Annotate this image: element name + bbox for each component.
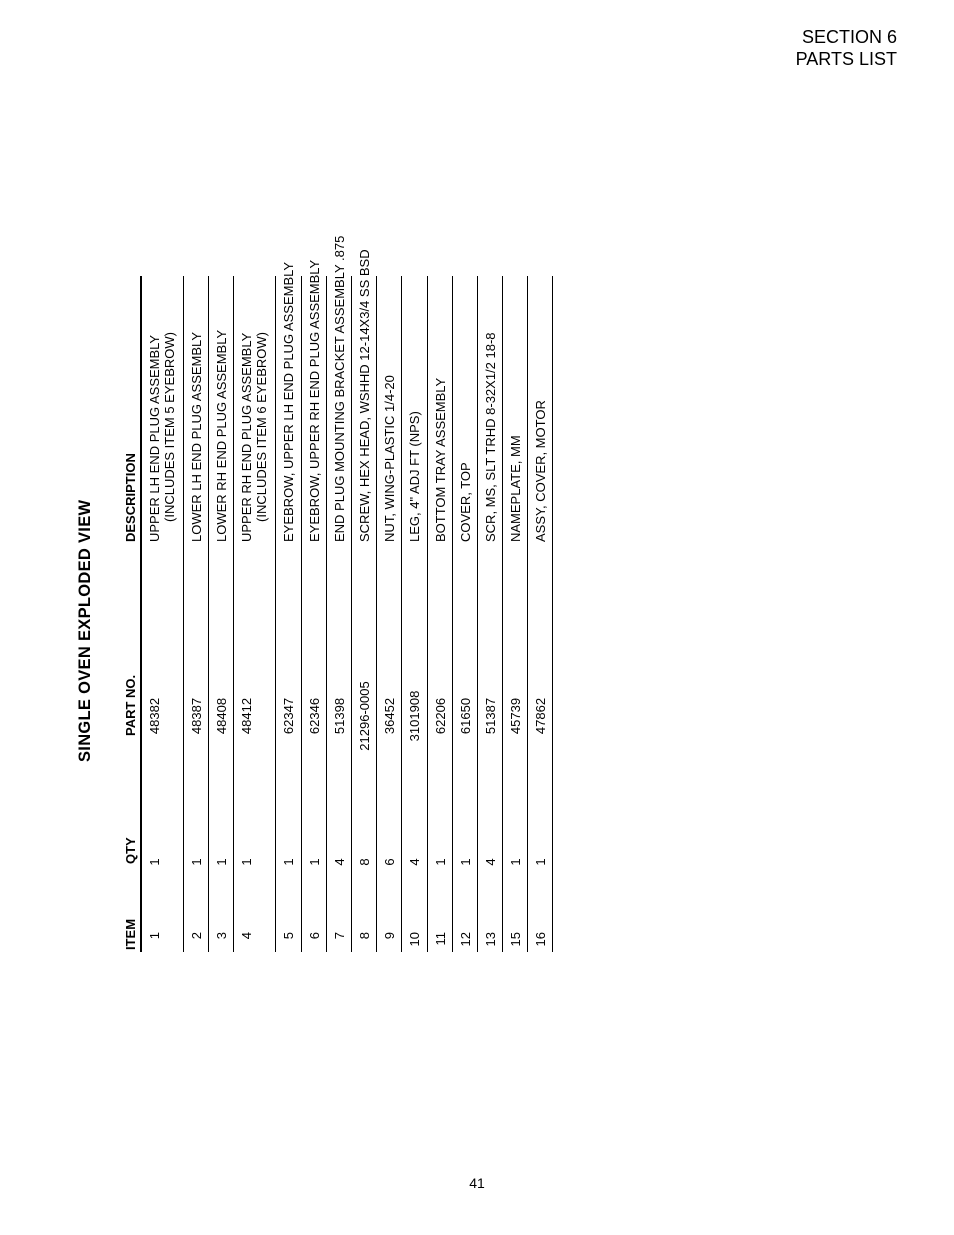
cell-description: UPPER LH END PLUG ASSEMBLY xyxy=(147,334,162,542)
cell-part-no: 3101908 xyxy=(407,690,423,742)
table-body xyxy=(142,235,553,952)
cell-item: 16 xyxy=(533,932,549,947)
page-number: 41 xyxy=(469,1175,485,1191)
cell-item: 15 xyxy=(508,932,524,947)
section-title: PARTS LIST xyxy=(795,49,897,69)
cell-item: 1 xyxy=(147,932,162,940)
table-row xyxy=(428,276,453,952)
table-row xyxy=(276,261,301,952)
section-number: SECTION 6 xyxy=(801,27,897,47)
cell-description: SCREW, HEX HEAD, WSHHD 12-14X3/4 SS BSD xyxy=(356,249,372,542)
cell-description: NUT, WING-PLASTIC 1/4-20 xyxy=(382,375,398,542)
table-row xyxy=(352,249,377,952)
cell-qty: 1 xyxy=(432,858,448,866)
cell-qty: 1 xyxy=(533,858,549,866)
cell-qty: 1 xyxy=(189,858,204,866)
cell-part-no: 48408 xyxy=(214,697,230,735)
cell-part-no: 21296-0005 xyxy=(356,681,372,751)
cell-part-no: 62206 xyxy=(432,697,448,735)
cell-description: END PLUG MOUNTING BRACKET ASSEMBLY .875 xyxy=(331,235,347,542)
cell-item: 9 xyxy=(382,932,398,940)
table-row xyxy=(402,276,427,952)
table-header xyxy=(122,272,140,952)
cell-description-note: (INCLUDES ITEM 6 EYEBROW) xyxy=(254,332,270,522)
cell-description-note: (INCLUDES ITEM 5 EYEBROW) xyxy=(162,332,177,522)
cell-qty: 1 xyxy=(214,858,230,866)
document-title: SINGLE OVEN EXPLODED VIEW xyxy=(76,499,94,762)
cell-qty: 1 xyxy=(457,858,473,866)
cell-qty: 4 xyxy=(407,858,423,866)
table-row xyxy=(327,235,352,952)
cell-item: 13 xyxy=(482,932,498,947)
table-row xyxy=(234,276,276,952)
cell-description: NAMEPLATE, MM xyxy=(508,435,524,542)
cell-description: LOWER LH END PLUG ASSEMBLY xyxy=(189,332,204,542)
column-header-part-no: PART NO. xyxy=(123,674,138,736)
cell-qty: 1 xyxy=(306,858,322,866)
cell-qty: 4 xyxy=(482,858,498,866)
section-header xyxy=(796,26,897,70)
parts-table-rotated xyxy=(70,235,552,952)
table-row xyxy=(478,276,503,952)
cell-part-no: 51387 xyxy=(482,697,498,735)
table-row xyxy=(503,276,528,952)
cell-part-no: 47862 xyxy=(533,697,549,735)
cell-item: 3 xyxy=(214,932,230,940)
table-row xyxy=(377,276,402,952)
cell-part-no: 62346 xyxy=(306,697,322,735)
cell-item: 8 xyxy=(356,932,372,940)
cell-part-no: 48382 xyxy=(147,697,162,735)
cell-item: 10 xyxy=(407,932,423,947)
cell-part-no: 51398 xyxy=(331,697,347,735)
cell-qty: 1 xyxy=(239,858,255,866)
column-header-item: ITEM xyxy=(123,918,138,950)
table-row xyxy=(453,276,478,952)
cell-description: LOWER RH END PLUG ASSEMBLY xyxy=(214,329,230,542)
cell-item: 5 xyxy=(281,932,297,940)
cell-part-no: 62347 xyxy=(281,697,297,735)
table-row xyxy=(528,276,553,952)
cell-description: ASSY, COVER, MOTOR xyxy=(533,400,549,542)
cell-part-no: 61650 xyxy=(457,697,473,735)
cell-description: LEG, 4" ADJ FT (NPS) xyxy=(407,411,423,542)
cell-qty: 1 xyxy=(281,858,297,866)
table-row xyxy=(184,276,209,952)
cell-description: SCR, MS, SLT TRHD 8-32X1/2 18-8 xyxy=(482,332,498,542)
column-header-description: DESCRIPTION xyxy=(123,453,138,542)
table-row xyxy=(302,259,327,952)
cell-item: 12 xyxy=(457,932,473,947)
table-row xyxy=(142,276,184,952)
cell-qty: 8 xyxy=(356,858,372,866)
cell-item: 2 xyxy=(189,932,204,940)
cell-description: BOTTOM TRAY ASSEMBLY xyxy=(432,377,448,542)
cell-item: 6 xyxy=(306,932,322,940)
cell-description: EYEBROW, UPPER RH END PLUG ASSEMBLY xyxy=(306,259,322,542)
cell-qty: 1 xyxy=(508,858,524,866)
cell-description: UPPER RH END PLUG ASSEMBLY xyxy=(239,332,255,542)
cell-qty: 6 xyxy=(382,858,398,866)
cell-qty: 4 xyxy=(331,858,347,866)
cell-qty: 1 xyxy=(147,858,162,866)
cell-item: 4 xyxy=(239,932,255,940)
cell-description: EYEBROW, UPPER LH END PLUG ASSEMBLY xyxy=(281,261,297,542)
table-row xyxy=(209,276,234,952)
cell-part-no: 45739 xyxy=(508,697,524,735)
cell-part-no: 48387 xyxy=(189,697,204,735)
cell-item: 7 xyxy=(331,932,347,940)
cell-part-no: 36452 xyxy=(382,697,398,735)
cell-item: 11 xyxy=(432,932,448,946)
cell-part-no: 48412 xyxy=(239,697,255,735)
cell-description: COVER, TOP xyxy=(457,462,473,542)
column-header-qty: QTY xyxy=(123,837,138,864)
